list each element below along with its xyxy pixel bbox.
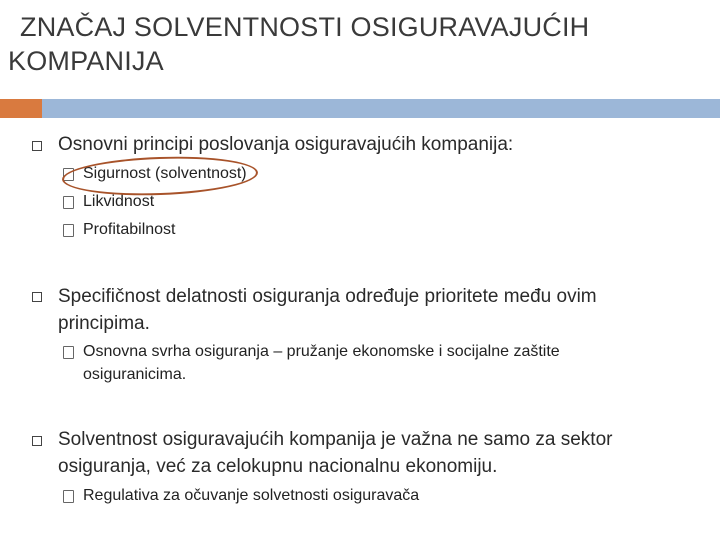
square-bullet-icon — [32, 292, 42, 302]
title-line-2: KOMPANIJA — [8, 46, 164, 76]
bullet-2-line-1: Specifičnost delatnosti osiguranja određuje prioritete među ovim — [58, 286, 597, 307]
sub-bullet-2-line-1: Osnovna svrha osiguranja – pružanje ekonomske i socijalne zaštite — [83, 343, 560, 360]
accent-bar-blue — [42, 99, 720, 118]
missing-glyph-bullet-icon — [63, 490, 74, 503]
bullet-3-line-2: osiguranja, već za celokupnu nacionalnu ekonomiju. — [58, 456, 498, 477]
square-bullet-icon — [32, 436, 42, 446]
highlight-circle-annotation — [61, 154, 258, 199]
sub-bullet-3-1: Regulativa za očuvanje solvetnosti osiguravača — [83, 487, 420, 504]
slide-title — [8, 10, 708, 78]
missing-glyph-bullet-icon — [63, 224, 74, 237]
missing-glyph-bullet-icon — [63, 196, 74, 209]
sub-bullet-2-line-2: osiguranicima. — [83, 366, 187, 383]
sub-bullet-1-1: Sigurnost (solventnost) — [83, 165, 247, 182]
title-line-1: ZNAČAJ SOLVENTNOSTI OSIGURAVAJUĆIH — [20, 12, 590, 42]
missing-glyph-bullet-icon — [63, 346, 74, 359]
bullet-3-line-1: Solventnost osiguravajućih kompanija je važna ne samo za sektor — [58, 429, 613, 450]
accent-bar-orange — [0, 99, 42, 118]
bullet-1-text: Osnovni principi poslovanja osiguravajućih kompanija: — [58, 134, 514, 155]
square-bullet-icon — [32, 141, 42, 151]
sub-bullet-1-3: Profitabilnost — [83, 221, 176, 238]
sub-bullet-1-2: Likvidnost — [83, 193, 155, 210]
bullet-2-line-2: principima. — [58, 313, 150, 334]
